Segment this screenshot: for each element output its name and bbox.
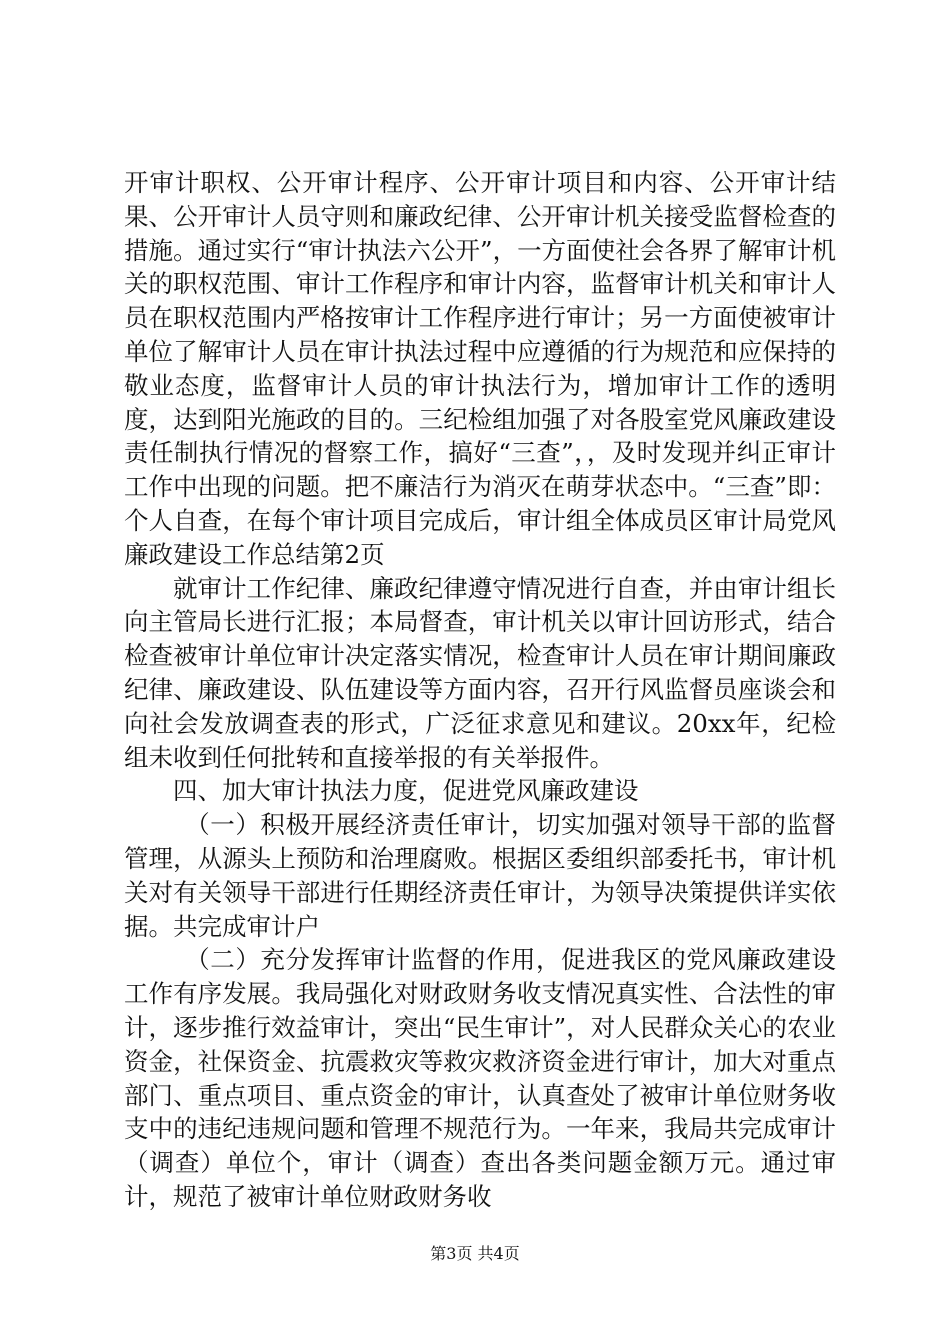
document-body	[124, 166, 836, 1214]
paragraph-economic-audit: （一）积极开展经济责任审计，切实加强对领导干部的监督管理，从源头上预防和治理腐败。根据区委组织部委托书，审计机关对有关领导干部进行任期经济责任审计，为领导决策提供详实依据。共完成审计户	[124, 810, 836, 941]
paragraph-self-check: 就审计工作纪律、廉政纪律遵守情况进行自查，并由审计组长向主管局长进行汇报；本局督查，审计机关以审计回访形式，结合检查被审计单位审计决定落实情况，检查审计人员在审计期间廉政纪律、廉政建设、队伍建设等方面内容，召开行风监督员座谈会和向社会发放调查表的形式，广泛征求意见和建议。20xx年，纪检组未收到任何批转和直接举报的有关举报件。	[124, 573, 836, 772]
page-number-footer: 第3页 共4页	[430, 1244, 520, 1263]
section-heading-four: 四、加大审计执法力度，促进党风廉政建设	[173, 776, 639, 806]
paragraph-audit-supervision: （二）充分发挥审计监督的作用，促进我区的党风廉政建设工作有序发展。我局强化对财政财务收支情况真实性、合法性的审计，逐步推行效益审计，突出“民生审计”，对人民群众关心的农业资金，社保资金、抗震救灾等救灾救济资金进行审计，加大对重点部门、重点项目、重点资金的审计，认真查处了被审计单位财务收支中的违纪违规问题和管理不规范行为。一年来，我局共完成审计（调查）单位个，审计（调查）查出各类问题金额万元。通过审计，规范了被审计单位财政财务收	[124, 945, 836, 1211]
paragraph-continued: 开审计职权、公开审计程序、公开审计项目和内容、公开审计结果、公开审计人员守则和廉政纪律、公开审计机关接受监督检查的措施。通过实行“审计执法六公开”，一方面使社会各界了解审计机关的职权范围、审计工作程序和审计内容，监督审计机关和审计人员在职权范围内严格按审计工作程序进行审计；另一方面使被审计单位了解审计人员在审计执法过程中应遵循的行为规范和应保持的敬业态度，监督审计人员的审计执法行为，增加审计工作的透明度，达到阳光施政的目的。三纪检组加强了对各股室党风廉政建设责任制执行情况的督察工作，搞好“三查”，，及时发现并纠正审计工作中出现的问题。把不廉洁行为消灭在萌芽状态中。“三查”即：个人自查，在每个审计项目完成后，审计组全体成员区审计局党风廉政建设工作总结第2页	[124, 168, 836, 569]
